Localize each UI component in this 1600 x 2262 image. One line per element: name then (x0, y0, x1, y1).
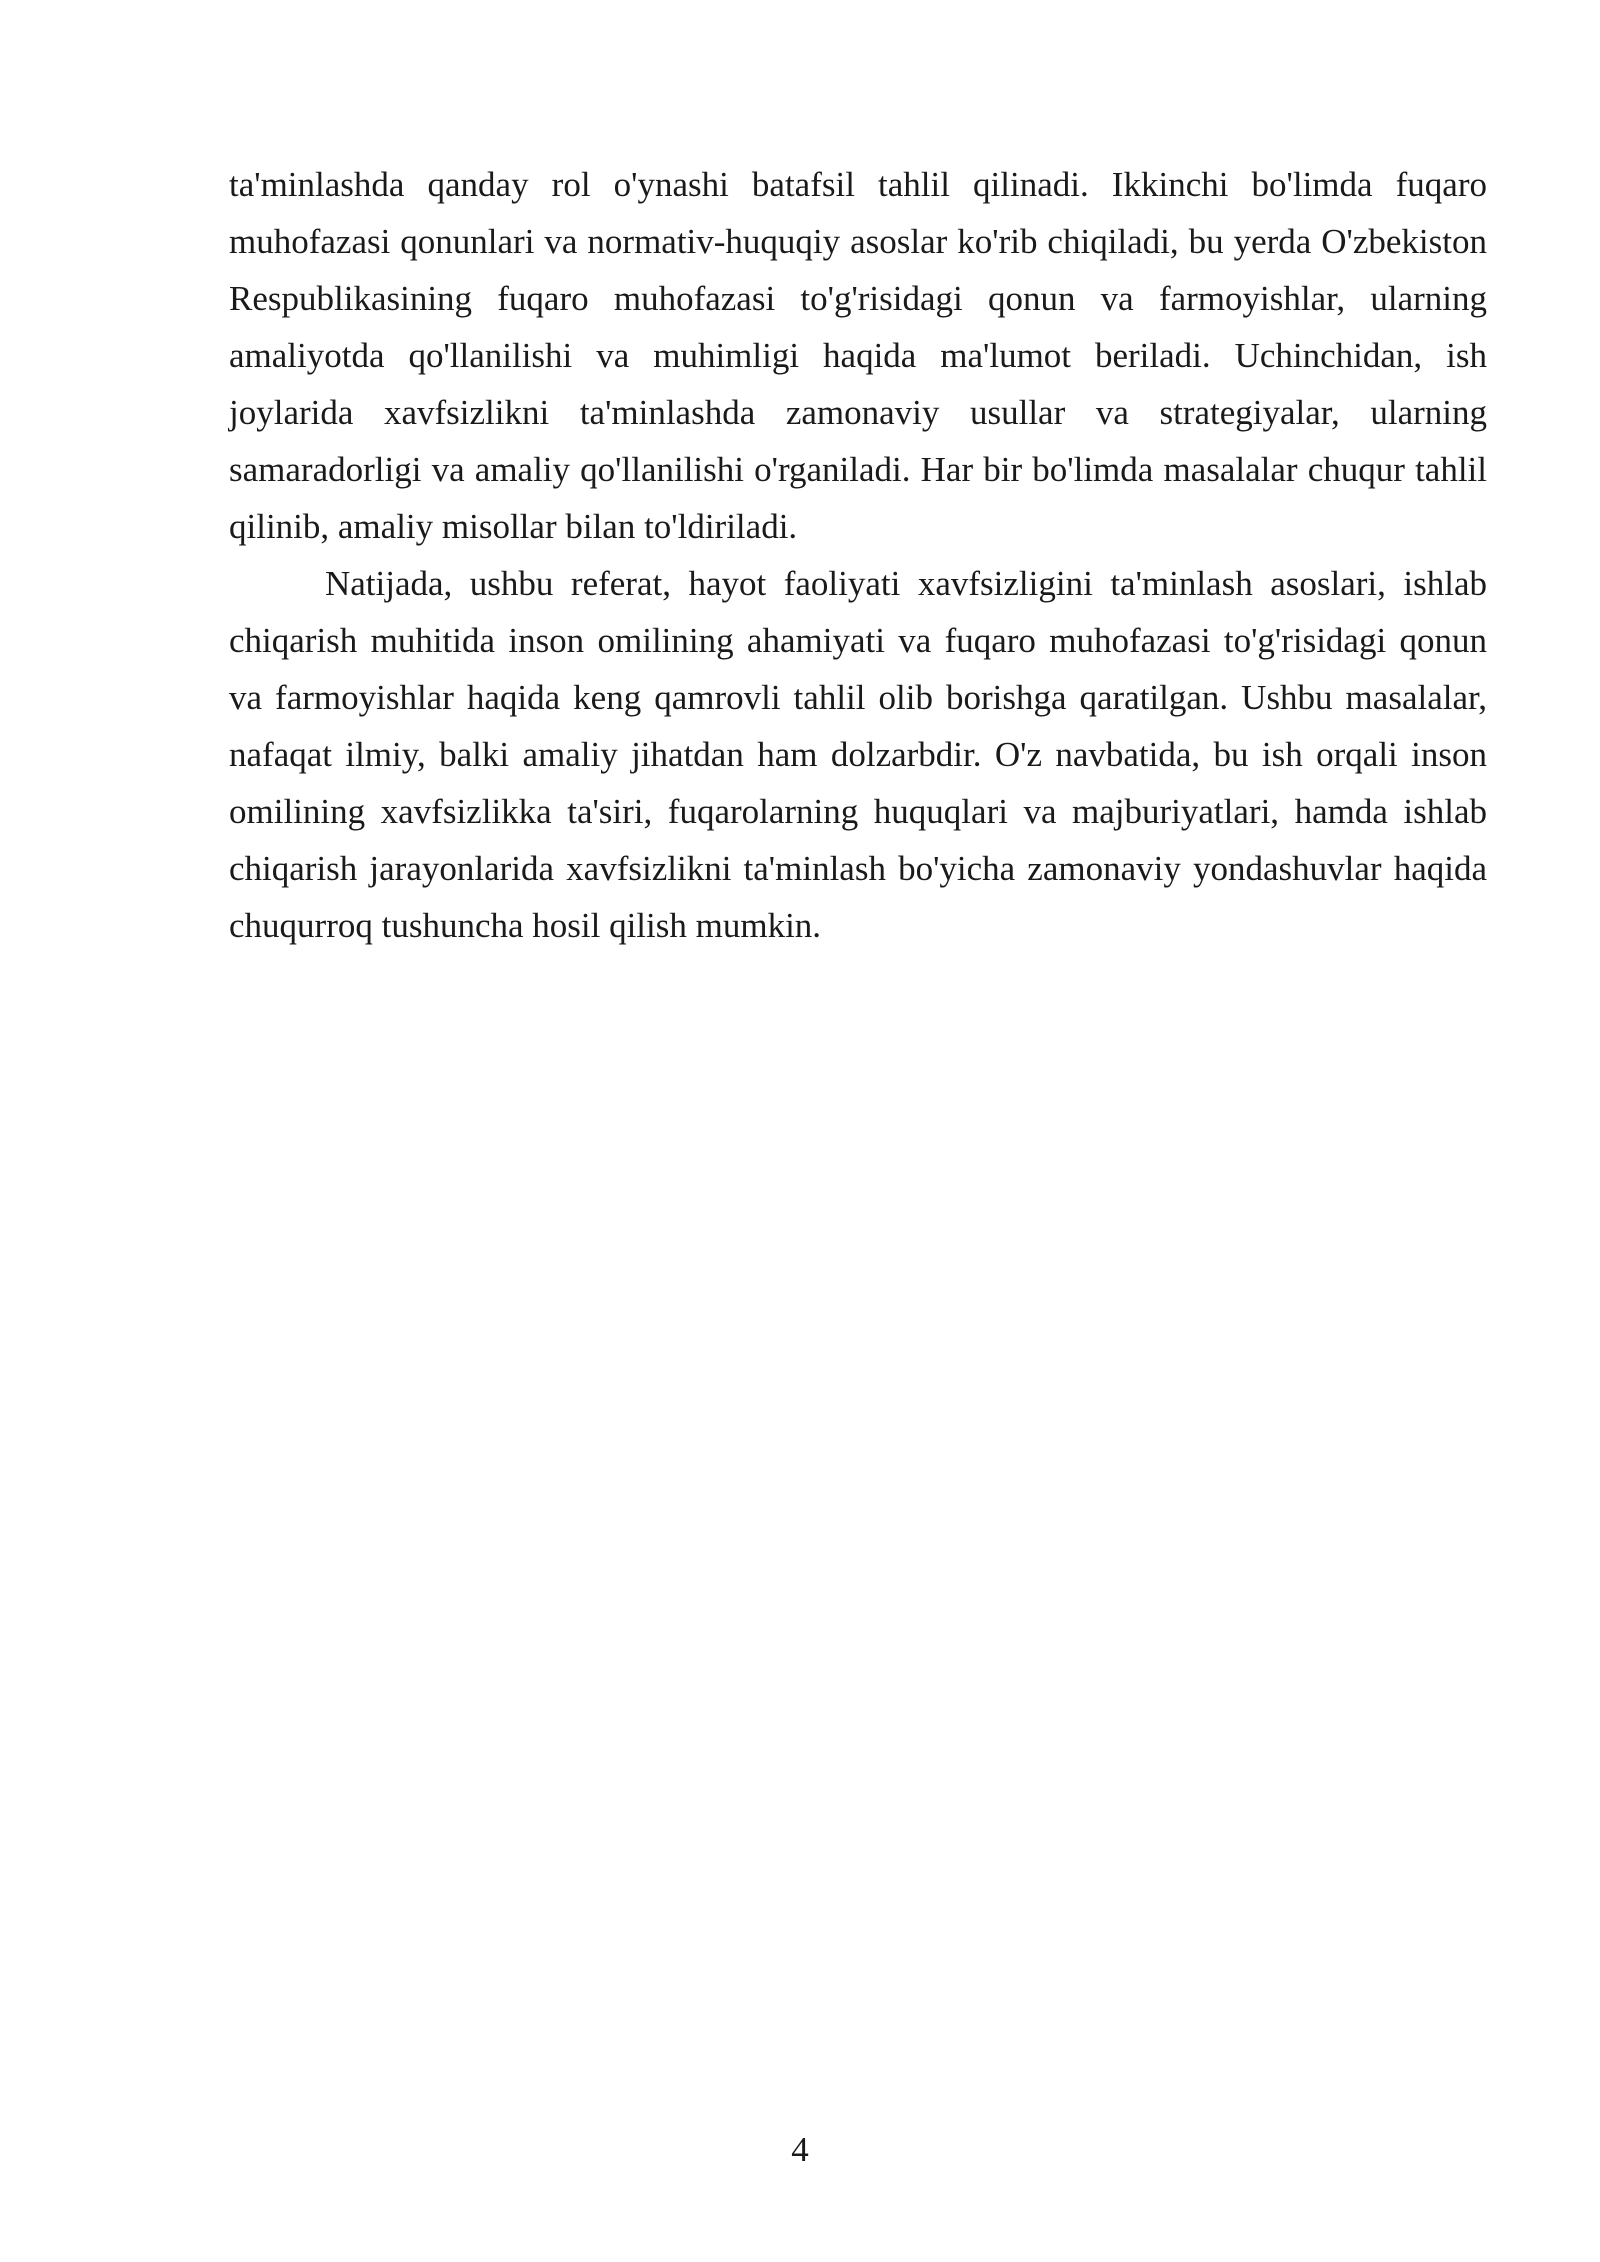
paragraph-continuation: ta'minlashda qanday rol o'ynashi batafsil tahlil qilinadi. Ikkinchi bo'limda fuqaro muhofazasi qonunlari va normativ-huquqiy asoslar ko'rib chiqiladi, bu yerda O'zbekiston Respublikasining fuqaro muhofazasi to'g'risidagi qonun va farmoyishlar, ularning amaliyotda qo'llanilishi va muhimligi haqida ma'lumot beriladi. Uchinchidan, ish joylarida xavfsizlikni ta'minlashda zamonaviy usullar va strategiyalar, ularning samaradorligi va amaliy qo'llanilishi o'rganiladi. Har bir bo'limda masalalar chuqur tahlil qilinib, amaliy misollar bilan to'ldiriladi. (229, 165, 1487, 546)
page-number: 4 (791, 2130, 809, 2169)
document-body (229, 156, 1487, 954)
paragraph-conclusion: Natijada, ushbu referat, hayot faoliyati xavfsizligini ta'minlash asoslari, ishlab chiqarish muhitida inson omilining ahamiyati va fuqaro muhofazasi to'g'risidagi qonun va farmoyishlar haqida keng qamrovli tahlil olib borishga qaratilgan. Ushbu masalalar, nafaqat ilmiy, balki amaliy jihatdan ham dolzarbdir. O'z navbatida, bu ish orqali inson omilining xavfsizlikka ta'siri, fuqarolarning huquqlari va majburiyatlari, hamda ishlab chiqarish jarayonlarida xavfsizlikni ta'minlash bo'yicha zamonaviy yondashuvlar haqida chuqurroq tushuncha hosil qilish mumkin. (229, 564, 1487, 945)
